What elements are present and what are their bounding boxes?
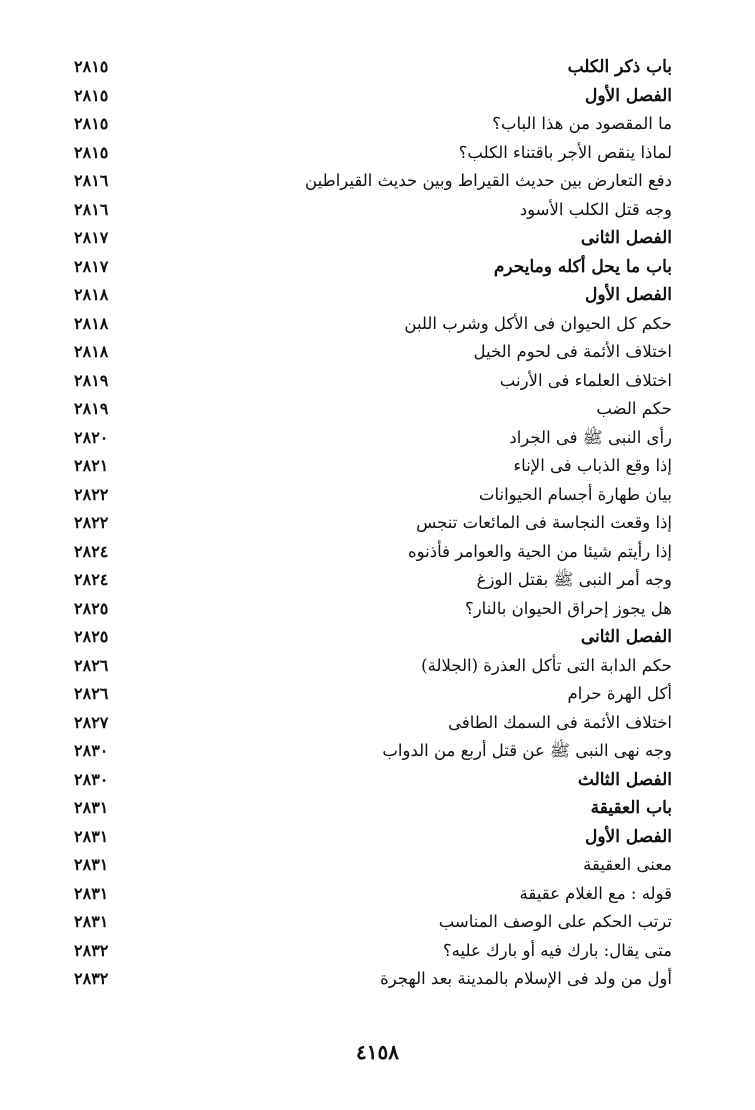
- entry-page-number: ٢٨١٨: [74, 342, 109, 361]
- entry-title: ترتب الحكم على الوصف المناسب: [438, 912, 672, 931]
- entry-page-number: ٢٨١٥: [74, 57, 109, 76]
- toc-row: [60, 167, 672, 196]
- section-heading: الفصل الثانى: [580, 228, 672, 248]
- toc-row: [60, 281, 672, 310]
- toc-row: [60, 709, 672, 738]
- entry-title: اختلاف العلماء فى الأرنب: [499, 370, 672, 390]
- section-heading: الفصل الأول: [584, 285, 672, 305]
- toc-row: [60, 737, 672, 766]
- entry-page-number: ٢٨٣٢: [74, 940, 109, 960]
- toc-row: [60, 794, 672, 823]
- toc-row: [60, 110, 672, 139]
- entry-page-number: ٢٨١٥: [74, 142, 109, 162]
- toc-row: [60, 766, 672, 795]
- section-heading: باب ما يحل أكله ومايحرم: [493, 256, 672, 277]
- entry-page-number: ٢٨٣٢: [74, 969, 109, 988]
- toc-row: [60, 595, 672, 624]
- entry-page-number: ٢٨١٧: [74, 228, 109, 247]
- entry-title: ما المقصود من هذا الباب؟: [492, 114, 672, 133]
- toc-row: [60, 509, 672, 538]
- toc-row: [60, 452, 672, 481]
- entry-title: وجه أمر النبى ﷺ بقتل الوزغ: [476, 570, 672, 589]
- toc-row: [60, 481, 672, 510]
- toc-row: [60, 424, 672, 453]
- entry-title: معنى العقيقة: [583, 855, 672, 874]
- toc-row: [60, 908, 672, 937]
- entry-title: حكم الدابة التى تأكل العذرة (الجلالة): [421, 655, 672, 675]
- toc-row: [60, 310, 672, 339]
- entry-title: بيان طهارة أجسام الحيوانات: [478, 484, 672, 504]
- entry-title: إذا وقع الذباب فى الإناء: [513, 456, 672, 475]
- entry-title: أول من ولد فى الإسلام بالمدينة بعد الهجرة: [380, 969, 672, 988]
- section-heading: الفصل الثالث: [577, 769, 672, 790]
- entry-page-number: ٢٨١٩: [74, 399, 109, 418]
- entry-page-number: ٢٨١٨: [74, 285, 109, 304]
- toc-row: [60, 680, 672, 709]
- entry-title: اختلاف الأئمة فى لحوم الخيل: [473, 342, 672, 361]
- entry-page-number: ٢٨١٥: [74, 114, 109, 133]
- entry-title: قوله : مع الغلام عقيقة: [519, 883, 672, 903]
- entry-page-number: ٢٨٢٥: [74, 598, 109, 618]
- toc-row: [60, 224, 672, 253]
- section-heading: الفصل الأول: [584, 826, 672, 847]
- entry-page-number: ٢٨٢٤: [74, 541, 109, 561]
- toc-row: [60, 851, 672, 880]
- section-heading: باب ذكر الكلب: [567, 57, 672, 77]
- entry-page-number: ٢٨٣١: [74, 883, 109, 903]
- toc-row: [60, 566, 672, 595]
- toc-row: [60, 367, 672, 396]
- entry-title: متى يقال: بارك فيه أو بارك عليه؟: [442, 940, 672, 960]
- toc-row: [60, 139, 672, 168]
- entry-title: إذا رأيتم شيئا من الحية والعوامر فأذنوه: [408, 541, 672, 561]
- entry-page-number: ٢٨٣٠: [74, 741, 109, 760]
- entry-page-number: ٢٨١٧: [74, 256, 109, 276]
- entry-page-number: ٢٨١٦: [74, 199, 109, 219]
- entry-title: حكم الضب: [596, 399, 672, 418]
- toc-row: [60, 880, 672, 909]
- entry-title: حكم كل الحيوان فى الأكل وشرب اللبن: [404, 313, 672, 333]
- entry-page-number: ٢٨١٩: [74, 370, 109, 390]
- entry-page-number: ٢٨١٦: [74, 171, 109, 190]
- entry-page-number: ٢٨٢٧: [74, 712, 109, 732]
- toc-row: [60, 253, 672, 282]
- entry-page-number: ٢٨٣١: [74, 855, 109, 874]
- page-number: ٤١٥٨: [356, 1040, 399, 1064]
- entry-page-number: ٢٨٢٦: [74, 684, 109, 703]
- entry-page-number: ٢٨١٥: [74, 85, 109, 105]
- toc-row: [60, 823, 672, 852]
- toc-row: [60, 965, 672, 994]
- entry-title: أكل الهرة حرام: [567, 684, 672, 703]
- entry-page-number: ٢٨٢٢: [74, 513, 109, 532]
- section-heading: باب العقيقة: [590, 798, 672, 818]
- table-of-contents: [60, 53, 672, 994]
- toc-row: [60, 395, 672, 424]
- entry-page-number: ٢٨١٨: [74, 313, 109, 333]
- toc-row: [60, 937, 672, 966]
- entry-title: هل يجوز إحراق الحيوان بالنار؟: [464, 598, 672, 618]
- entry-page-number: ٢٨٢٢: [74, 484, 109, 504]
- section-heading: الفصل الأول: [584, 85, 672, 106]
- entry-title: إذا وقعت النجاسة فى المائعات تنجس: [416, 513, 672, 532]
- toc-row: [60, 623, 672, 652]
- entry-page-number: ٢٨٢١: [74, 456, 109, 475]
- toc-row: [60, 652, 672, 681]
- entry-title: لماذا ينقص الأجر باقتناء الكلب؟: [458, 142, 672, 162]
- toc-row: [60, 338, 672, 367]
- toc-row: [60, 53, 672, 82]
- entry-page-number: ٢٨٣١: [74, 798, 109, 817]
- entry-title: اختلاف الأئمة فى السمك الطافى: [448, 712, 672, 732]
- entry-page-number: ٢٨٢٤: [74, 570, 109, 589]
- toc-row: [60, 196, 672, 225]
- entry-title: رأى النبى ﷺ فى الجراد: [509, 427, 672, 447]
- toc-row: [60, 538, 672, 567]
- entry-page-number: ٢٨٢٦: [74, 655, 109, 675]
- section-heading: الفصل الثانى: [580, 627, 672, 647]
- entry-page-number: ٢٨٢٥: [74, 627, 109, 646]
- entry-page-number: ٢٨٣١: [74, 826, 109, 846]
- entry-page-number: ٢٨٣٠: [74, 769, 109, 789]
- entry-title: وجه نهى النبى ﷺ عن قتل أربع من الدواب: [382, 741, 672, 760]
- entry-page-number: ٢٨٣١: [74, 912, 109, 931]
- toc-row: [60, 82, 672, 111]
- entry-title: دفع التعارض بين حديث القيراط وبين حديث القيراطين: [305, 171, 672, 190]
- entry-page-number: ٢٨٢٠: [74, 427, 109, 447]
- entry-title: وجه قتل الكلب الأسود: [519, 199, 672, 219]
